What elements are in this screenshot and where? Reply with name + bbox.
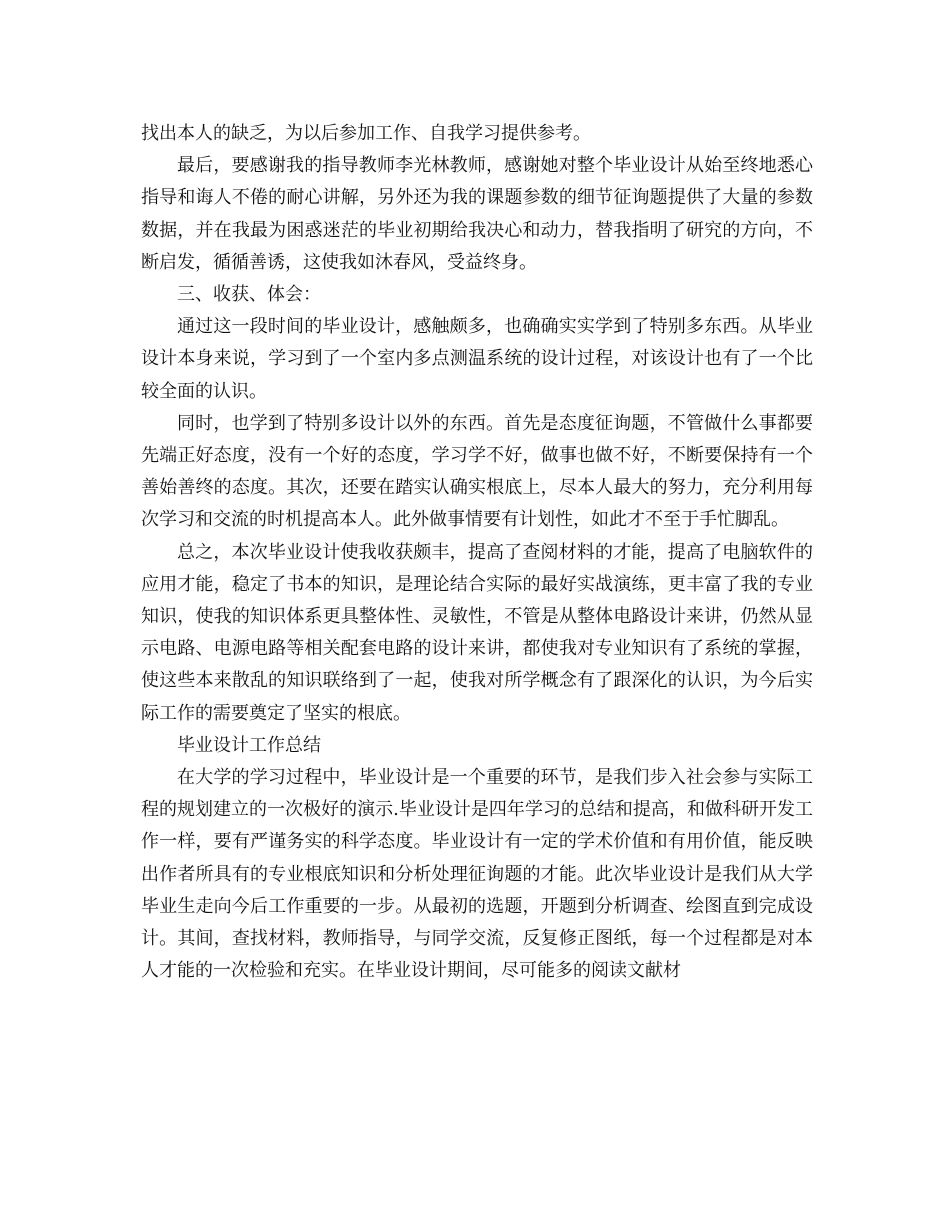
paragraph-gains-2: 同时，也学到了特别多设计以外的东西。首先是态度征询题，不管做什么事都要先端正好态度，没有一个好的态度，学习学不好，做事也做不好，不断要保持有一个善始善终的态度。其次，还要在踏实认确实根底上，尽本人最大的努力，充分利用每次学习和交流的时机提高本人。此外做事情要有计划性，如此才不至于手忙脚乱。 (141, 412, 813, 531)
document-page (141, 118, 813, 987)
paragraph-gains-1: 通过这一段时间的毕业设计，感触颇多，也确确实实学到了特别多东西。从毕业设计本身来说，学习到了一个室内多点测温系统的设计过程，对该设计也有了一个比较全面的认识。 (141, 316, 813, 402)
section-heading-gains: 三、收获、体会： (177, 284, 321, 306)
paragraph-continuation: 找出本人的缺乏，为以后参加工作、自我学习提供参考。 (141, 123, 591, 144)
section-heading-work-summary: 毕业设计工作总结 (177, 734, 321, 756)
paragraph-work-summary: 在大学的学习过程中，毕业设计是一个重要的环节，是我们步入社会参与实际工程的规划建立的一次极好的演示.毕业设计是四年学习的总结和提高，和做科研开发工作一样，要有严谨务实的科学态度。毕业设计有一定的学术价值和有用价值，能反映出作者所具有的专业根底知识和分析处理征询题的才能。此次毕业设计是我们从大学毕业生走向今后工作重要的一步。从最初的选题，开题到分析调查、绘图直到完成设计。其间，查找材料，教师指导，与同学交流，反复修正图纸，每一个过程都是对本人才能的一次检验和充实。在毕业设计期间，尽可能多的阅读文献材 (141, 767, 813, 982)
paragraph-summary: 总之，本次毕业设计使我收获颇丰，提高了查阅材料的才能，提高了电脑软件的应用才能，稳定了书本的知识，是理论结合实际的最好实战演练，更丰富了我的专业知识，使我的知识体系更具整体性、灵敏性，不管是从整体电路设计来讲，仍然从显示电路、电源电路等相关配套电路的设计来讲，都使我对专业知识有了系统的掌握，使这些本来散乱的知识联络到了一起，使我对所学概念有了跟深化的认识，为今后实际工作的需要奠定了坚实的根底。 (141, 541, 813, 724)
paragraph-acknowledgement: 最后，要感谢我的指导教师李光林教师，感谢她对整个毕业设计从始至终地悉心指导和诲人不倦的耐心讲解，另外还为我的课题参数的细节征询题提供了大量的参数数据，并在我最为困惑迷茫的毕业初期给我决心和动力，替我指明了研究的方向，不断启发，循循善诱，这使我如沐春风，受益终身。 (141, 155, 813, 273)
